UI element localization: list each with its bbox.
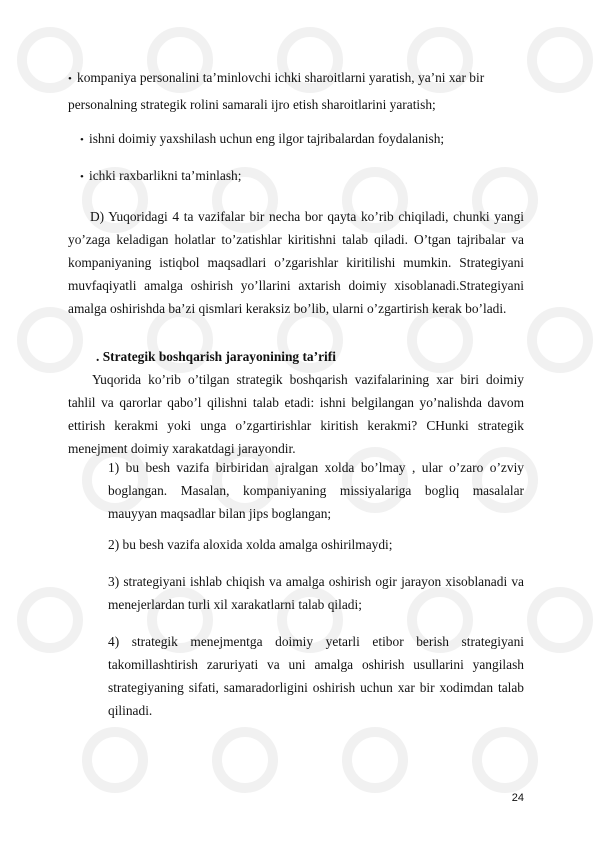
section-heading: . Strategik boshqarish jarayonining ta’rifi <box>96 349 336 364</box>
paragraph-d: D) Yuqoridagi 4 ta vazifalar bir necha bor qayta ko’rib chiqiladi, chunki yangi yo’zaga keladigan holatlar to’zatishlar kiritishni talab qiladi. O’tgan tajribalar va kompaniyaning istiqbol maqsadlari o’zgarishlar kiritilishi mumkin. Strategiyani muvfaqiyatli amalga oshirish yo’llarini axtarish doimiy xisoblanadi.Strategiyani amalga oshirishda ba’zi qismlari keraksiz bo’lib, ularni o’zgartirish kerak bo’ladi. <box>68 209 524 316</box>
bullet-dot-icon: • <box>68 73 72 85</box>
page-number: 24 <box>511 792 524 804</box>
list-item: 3) strategiyani ishlab chiqish va amalga oshirish ogir jarayon xisoblanadi va menejerlardan turli xil xarakatlarni talab qiladi; <box>108 574 524 612</box>
list-item: 1) bu besh vazifa birbiridan ajralgan xolda bo’lmay , ular o’zaro o’zviy boglangan. Masalan, kompaniyaning missiyalariga bogliq masalalar mauyyan maqsadlar bilan jips boglangan; <box>108 460 524 521</box>
bullet-dot-icon: • <box>80 171 84 183</box>
bullet-text: ichki raxbarlikni ta’minlash; <box>89 168 242 183</box>
bullet-item <box>80 168 536 184</box>
bullet-item <box>80 131 536 147</box>
bullet-continuation: personalning strategik rolini samarali ijro etish sharoitlarini yaratish; <box>68 97 436 112</box>
list-item: 4) strategik menejmentga doimiy yetarli etibor berish strategiyani takomillashtirish zaruriyati va uni amalga oshirish usullarini yangilash strategiyaning sifati, samaradorligini oshirish uchun xar bir xodimdan talab qilinadi. <box>108 634 524 718</box>
list-item: 2) bu besh vazifa aloxida xolda amalga oshirilmaydi; <box>108 537 393 552</box>
bullet-dot-icon: • <box>80 134 84 146</box>
bullet-text: kompaniya personalini ta’minlovchi ichki sharoitlarni yaratish, ya’ni xar bir <box>77 70 485 85</box>
bullet-text: ishni doimiy yaxshilash uchun eng ilgor tajribalardan foydalanish; <box>89 131 445 146</box>
definition-paragraph: Yuqorida ko’rib o’tilgan strategik boshqarish vazifalarining xar biri doimiy tahlil va qarorlar qabo’l qilishni talab etadi: ishni belgilangan yo’nalishda davom ettirish kerakmi yoki unga o’zgartirishlar kiritish kerakmi? CHunki strategik menejment doimiy xarakatdagi jarayondir. <box>68 372 524 456</box>
bullet-item <box>68 70 524 86</box>
